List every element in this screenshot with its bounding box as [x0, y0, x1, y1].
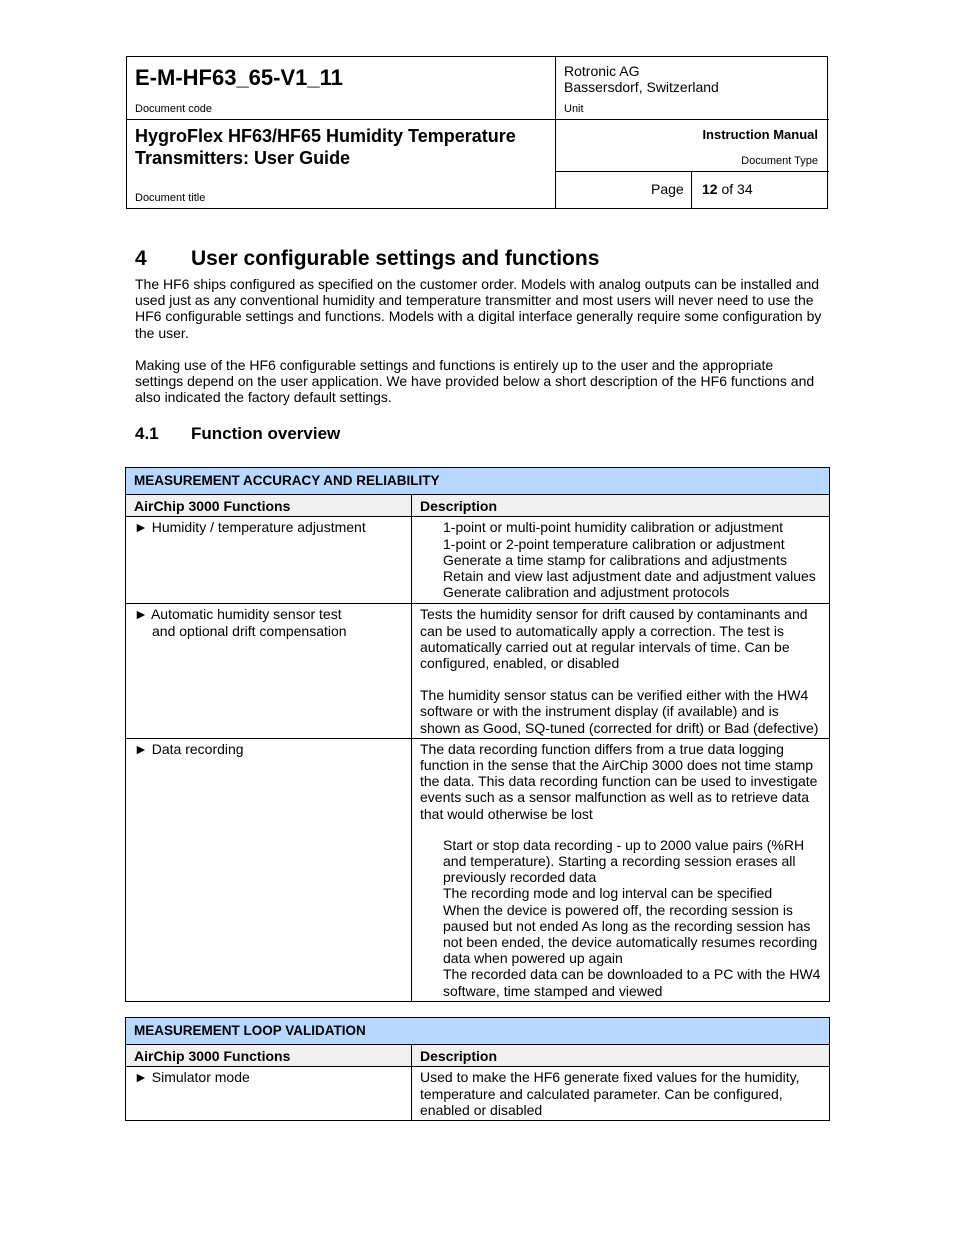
description-item: Generate a time stamp for calibrations and adjustments [443, 551, 787, 568]
description-cell [412, 738, 830, 1001]
table-row [126, 517, 830, 604]
header-divider [555, 119, 829, 120]
document-title-line: HygroFlex HF63/HF65 Humidity Temperature [135, 126, 516, 146]
column-header-functions: AirChip 3000 Functions [126, 495, 412, 517]
section-number: 4 [135, 247, 147, 270]
function-cell [126, 517, 412, 604]
description-item: Retain and view last adjustment date and adjustment values [443, 568, 816, 585]
description-cell [412, 517, 830, 604]
description-cell [412, 1067, 830, 1121]
document-header [126, 56, 828, 209]
document-type-label: Document Type [741, 155, 818, 167]
function-name: ► Data recording [134, 740, 244, 757]
document-title-line: Transmitters: User Guide [135, 148, 351, 168]
description-item: Generate calibration and adjustment protocols [443, 584, 730, 601]
header-divider [555, 171, 829, 172]
description-item: The recorded data can be downloaded to a PC with the HW4 software, time stamped and viewed [443, 966, 821, 999]
document-title [135, 125, 550, 169]
description-text: Tests the humidity sensor for drift caused by contaminants and can be used to automatically apply a correction. The test is automatically carried out at regular intervals of time. Can be configured, enabled, or disabled [420, 606, 808, 672]
description-item: The recording mode and log interval can be specified [443, 885, 773, 902]
function-name-continued: and optional drift compensation [152, 622, 347, 639]
description-cell [412, 604, 830, 738]
subsection-heading [135, 424, 340, 444]
description-item: 1-point or multi-point humidity calibration or adjustment [443, 519, 784, 536]
header-divider [555, 57, 556, 208]
company-info [564, 63, 719, 95]
function-cell [126, 1067, 412, 1121]
column-header-description: Description [412, 1045, 830, 1067]
description-text: The data recording function differs from a true data logging function in the sense that the AirChip 3000 does not time stamp the data. This data recording function can be used to investigate events such as a sensor malfunction as well as to retrieve data that would otherwise be lost [420, 740, 818, 822]
table-section-title: MEASUREMENT LOOP VALIDATION [126, 1018, 830, 1045]
header-divider [127, 119, 555, 120]
subsection-title: Function overview [191, 424, 341, 443]
page-number [702, 181, 753, 197]
loop-validation-table [125, 1017, 830, 1121]
description-item: When the device is powered off, the recording session is paused but not ended As long as the recording session has not been ended, the device automatically resumes recording data when powered up again [443, 901, 818, 967]
table-row [126, 738, 830, 1001]
table-row [126, 1067, 830, 1121]
description-text: The humidity sensor status can be verified either with the HW4 software or with the instrument display (if available) and is shown as Good, SQ-tuned (corrected for drift) or Bad (defective) [420, 687, 819, 736]
column-header-functions: AirChip 3000 Functions [126, 1045, 412, 1067]
accuracy-reliability-table [125, 467, 830, 1002]
page-total: of 34 [721, 181, 753, 197]
function-name: ► Simulator mode [134, 1069, 250, 1086]
subsection-number: 4.1 [135, 424, 159, 443]
settings-paragraph: Making use of the HF6 configurable settings and functions is entirely up to the user and the appropriate settings depend on the user application. We have provided below a short description of the HF6 functions and also indicated the factory default settings. [135, 357, 815, 406]
function-name: ► Humidity / temperature adjustment [134, 519, 366, 536]
function-name: ► Automatic humidity sensor test [134, 606, 342, 623]
document-code-label: Document code [135, 103, 213, 115]
function-cell [126, 738, 412, 1001]
document-type: Instruction Manual [702, 127, 818, 142]
function-cell [126, 604, 412, 738]
table-row [126, 604, 830, 738]
column-header-description: Description [412, 495, 830, 517]
page-label: Page [651, 181, 684, 197]
page-current: 12 [702, 181, 718, 197]
section-heading [135, 247, 599, 271]
description-text: Used to make the HF6 generate fixed values for the humidity, temperature and calculated parameter. Can be configured, enabled or disabled [420, 1069, 800, 1118]
table-section-title: MEASUREMENT ACCURACY AND RELIABILITY [126, 468, 830, 495]
section-title: User configurable settings and functions [191, 247, 600, 270]
description-item: 1-point or 2-point temperature calibration or adjustment [443, 535, 785, 552]
company-name: Rotronic AG [564, 63, 640, 79]
intro-paragraph: The HF6 ships configured as specified on the customer order. Models with analog outputs can be installed and used just as any conventional humidity and temperature transmitter and most users will never need to use the HF6 configurable settings and functions. Models with a digital interface generally require some configuration by the user. [135, 276, 822, 341]
description-item: Start or stop data recording - up to 2000 value pairs (%RH and temperature). Starting a recording session erases all previously recorded data [443, 836, 805, 886]
unit-label: Unit [564, 103, 584, 115]
document-title-label: Document title [135, 192, 206, 204]
company-location: Bassersdorf, Switzerland [564, 79, 719, 95]
header-divider [691, 171, 692, 208]
document-code: E-M-HF63_65-V1_11 [135, 65, 343, 90]
